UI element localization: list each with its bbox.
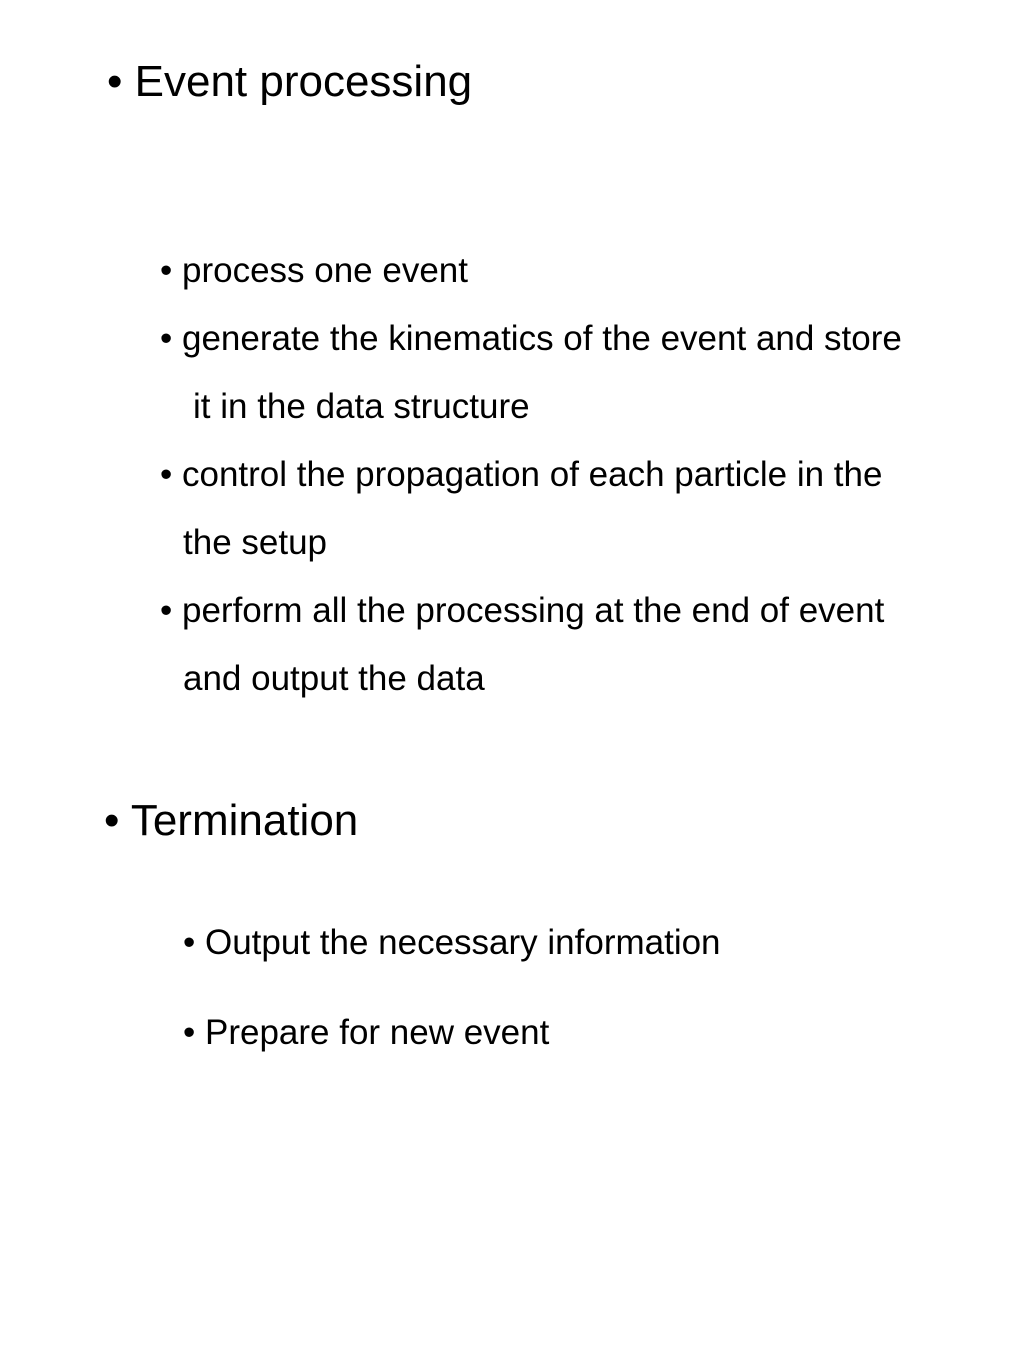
section-heading-event-processing: • Event processing [107,57,473,106]
list-item-output-information: • Output the necessary information [183,923,721,962]
list-item-generate-kinematics: • generate the kinematics of the event and store [160,319,902,358]
list-item-control-propagation-cont: the setup [183,523,327,562]
section-heading-termination: • Termination [104,796,359,845]
list-item-process-one-event: • process one event [160,251,468,290]
list-item-generate-kinematics-cont: it in the data structure [193,387,530,426]
list-item-perform-processing-cont: and output the data [183,659,485,698]
list-item-control-propagation: • control the propagation of each particle in the [160,455,883,494]
list-item-prepare-new-event: • Prepare for new event [183,1013,550,1052]
list-item-perform-processing: • perform all the processing at the end of event [160,591,885,630]
